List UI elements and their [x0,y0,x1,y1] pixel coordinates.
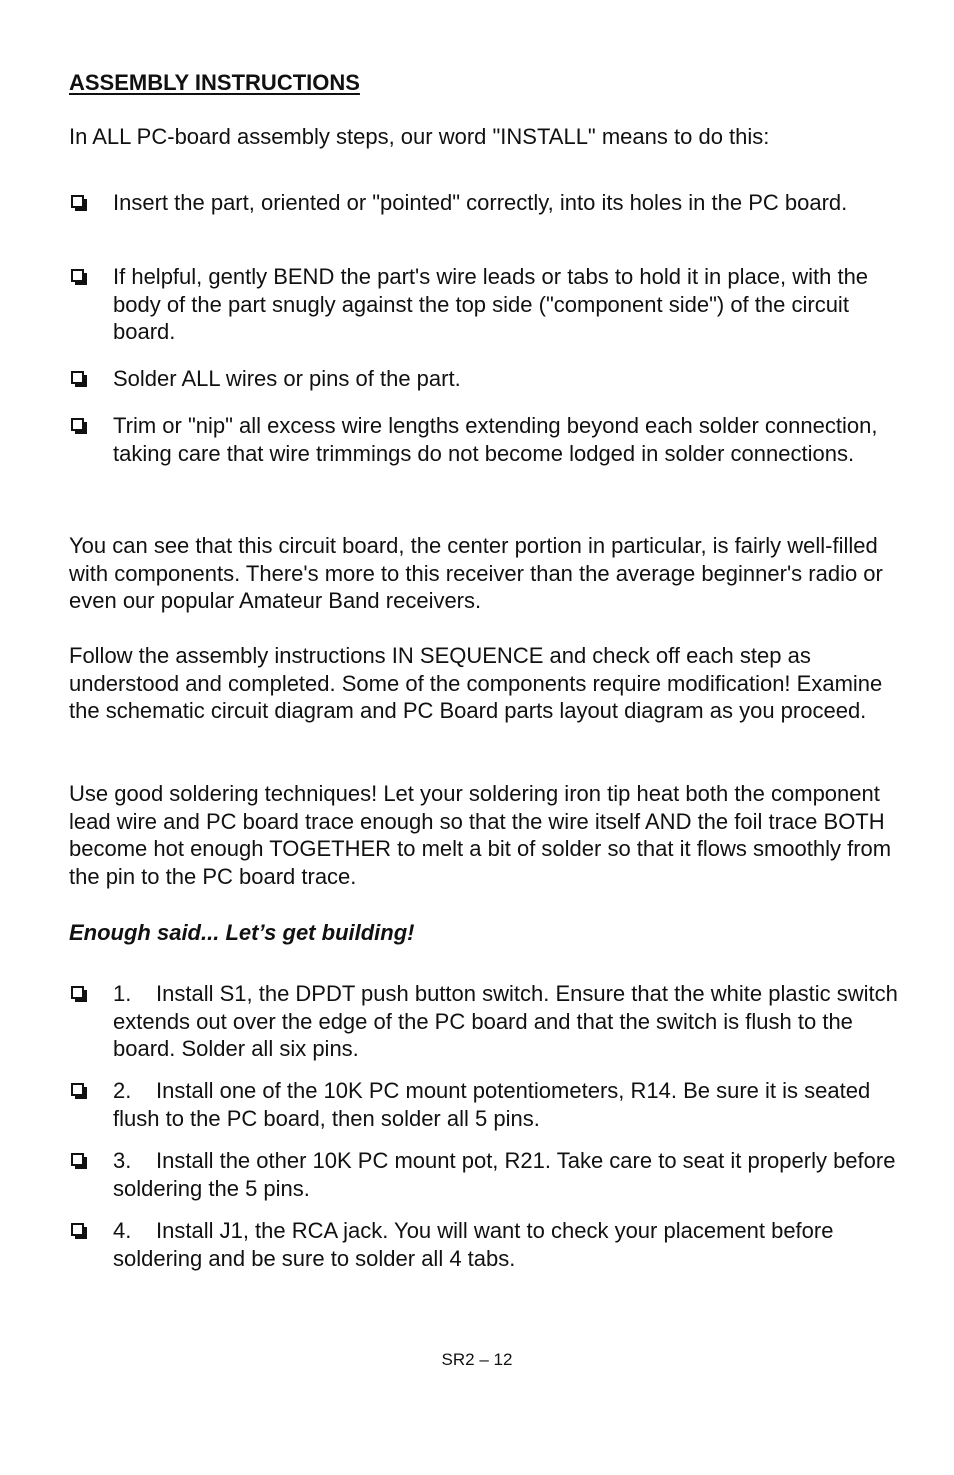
step-text: Install S1, the DPDT push button switch. Ensure that the white plastic switch extends out over the edge of the PC board and that the switch is flush to the board. Solder all six pins. [113,981,898,1061]
checkbox-icon[interactable] [71,371,84,384]
page-footer: SR2 – 12 [441,1350,513,1369]
body-paragraph-1: You can see that this circuit board, the center portion in particular, is fairly well-filled with components. There's more to this receiver than the average beginner's radio or even our popular Amateur Band receivers. [69,533,883,613]
install-step-text: If helpful, gently BEND the part's wire leads or tabs to hold it in place, with the body of the part snugly against the top side ("component side") of the circuit board. [113,264,869,344]
install-step-text: Insert the part, oriented or "pointed" correctly, into its holes in the PC board. [113,190,848,215]
body-paragraph-2: Follow the assembly instructions IN SEQUENCE and check off each step as understood and completed. Some of the components require modification! Examine the schematic circuit diagram and PC Board parts layout diagram as you proceed. [69,643,883,723]
checkbox-icon[interactable] [71,1153,84,1166]
callout-text: Enough said... Let’s get building! [69,920,415,945]
step-number: 2. [113,1078,132,1103]
install-step-text: Trim or "nip" all excess wire lengths extending beyond each solder connection, taking care that wire trimmings do not become lodged in solder connections. [113,413,878,466]
body-paragraph-3: Use good soldering techniques! Let your soldering iron tip heat both the component lead wire and PC board trace enough so that the wire itself AND the foil trace BOTH become hot enough TOGETHER to melt a bit of solder so that it flows smoothly from the pin to the PC board trace. [69,781,892,889]
checkbox-icon[interactable] [71,986,84,999]
step-number: 3. [113,1148,132,1173]
checkbox-icon[interactable] [71,1083,84,1096]
step-number: 4. [113,1218,132,1243]
step-text: Install one of the 10K PC mount potentiometers, R14. Be sure it is seated flush to the PC board, then solder all 5 pins. [113,1078,871,1131]
checkbox-icon[interactable] [71,418,84,431]
section-heading: ASSEMBLY INSTRUCTIONS [69,70,360,95]
checkbox-icon[interactable] [71,1223,84,1236]
step-text: Install the other 10K PC mount pot, R21. Take care to seat it properly before soldering the 5 pins. [113,1148,896,1201]
checkbox-icon[interactable] [71,269,84,282]
checkbox-icon[interactable] [71,195,84,208]
install-step-text: Solder ALL wires or pins of the part. [113,366,461,391]
step-text: Install J1, the RCA jack. You will want to check your placement before soldering and be sure to solder all 4 tabs. [113,1218,834,1271]
intro-paragraph: In ALL PC-board assembly steps, our word "INSTALL" means to do this: [69,124,770,149]
step-number: 1. [113,981,132,1006]
